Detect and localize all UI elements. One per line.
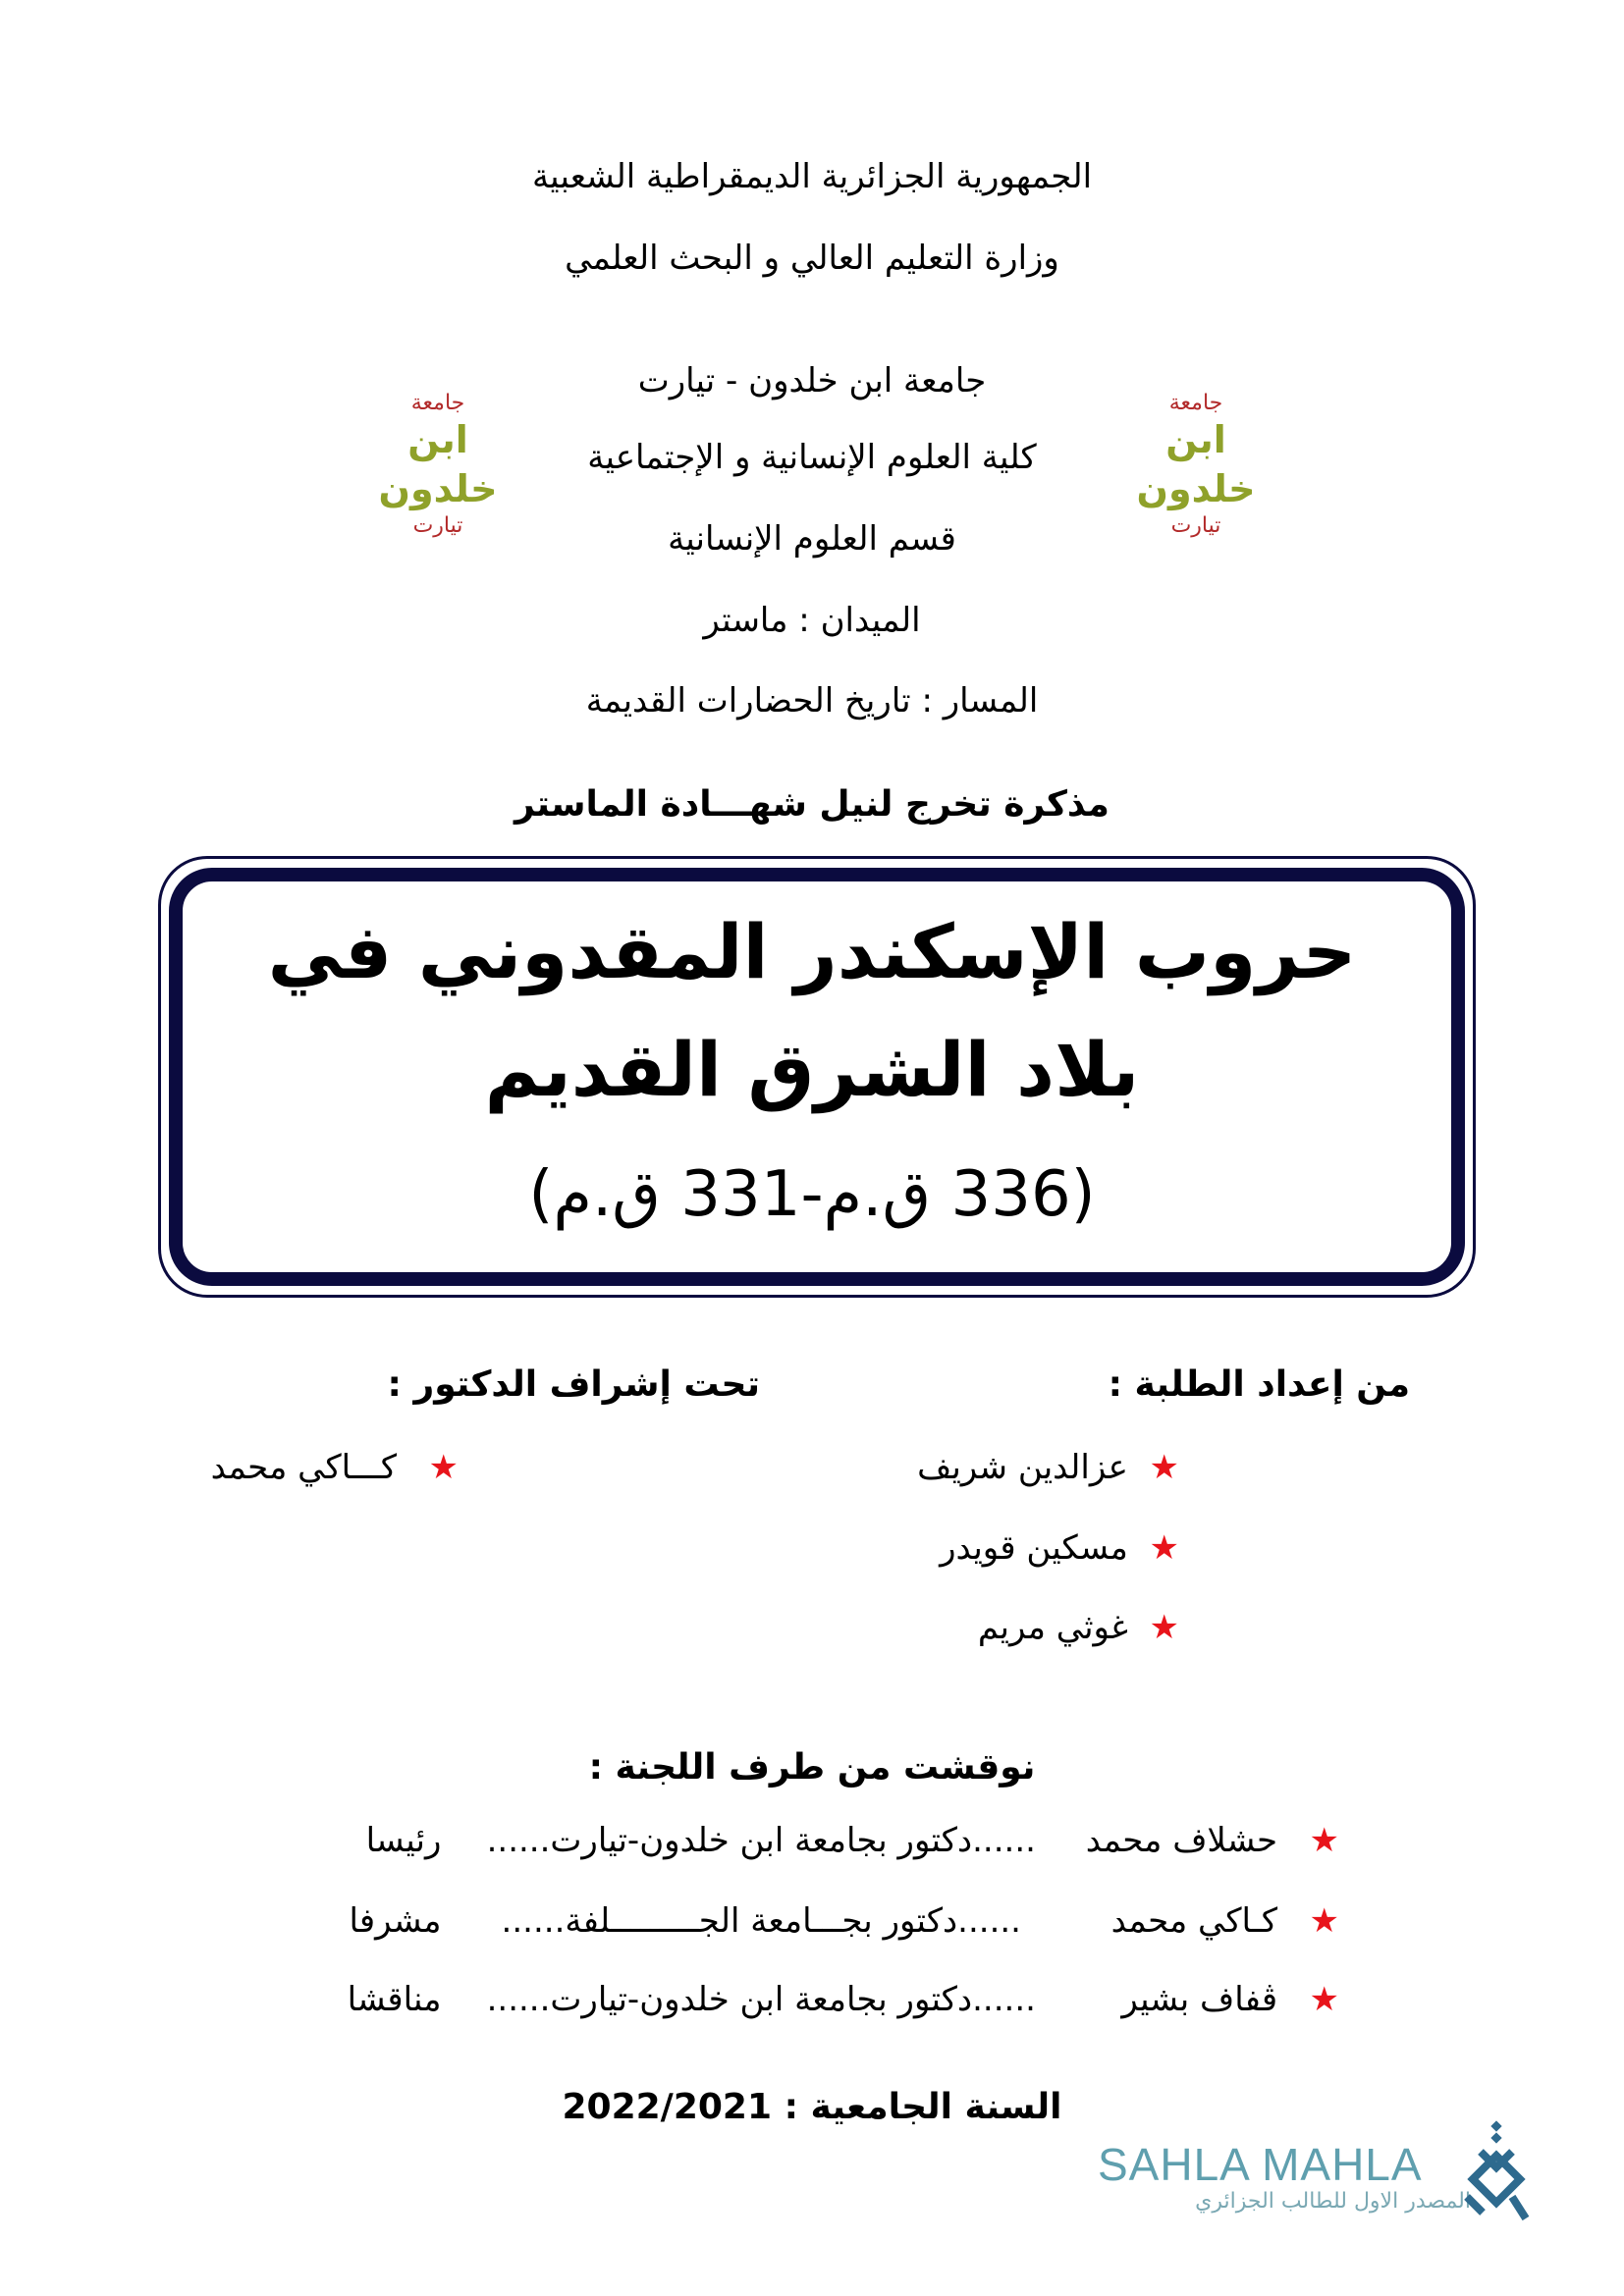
star-icon: ★ — [1149, 1608, 1179, 1647]
star-icon: ★ — [1309, 1821, 1339, 1860]
watermark-tagline: المصدر الاول للطالب الجزائري — [1195, 2189, 1471, 2214]
logo-top-text: جامعة — [410, 391, 465, 415]
university-logo-right — [1117, 391, 1274, 538]
member-affiliation: ......دكتور بجامعة ابن خلدون-تيارت...... — [486, 1821, 1036, 1860]
track-label: المسار : تاريخ الحضارات القديمة — [585, 681, 1039, 721]
sahla-mahla-watermark — [1098, 2140, 1471, 2214]
supervisor-name: كـــاكي محمد — [210, 1448, 398, 1487]
republic-name: الجمهورية الجزائرية الديمقراطية الشعبية — [531, 157, 1093, 196]
member-name: حشلاف محمد — [1085, 1821, 1278, 1860]
university-logo-left — [359, 391, 516, 538]
logo-bottom-text: تيارت — [1170, 513, 1221, 538]
star-icon: ★ — [1309, 1901, 1339, 1941]
students-heading: من إعداد الطلبة : — [1108, 1364, 1410, 1405]
department-name: قسم العلوم الإنسانية — [668, 519, 956, 559]
committee-member — [348, 1980, 1339, 2019]
member-name: كـاكي محمد — [1110, 1901, 1278, 1941]
star-icon: ★ — [428, 1448, 459, 1487]
member-role: رئيسا — [365, 1821, 442, 1860]
watermark-brand: SAHLA MAHLA — [1098, 2139, 1423, 2190]
thesis-title-line1: حروب الإسكندر المقدوني في — [267, 908, 1357, 995]
thesis-title-dates: (336 ق.م-331 ق.م) — [528, 1158, 1096, 1231]
committee-heading: نوقشت من طرف اللجنة : — [588, 1747, 1036, 1788]
calligraphy-emblem-icon — [1463, 2120, 1532, 2228]
memo-label: مذكرة تخرج لنيل شهـــادة الماستر — [514, 784, 1110, 825]
member-name: ڤفاف بشير — [1121, 1980, 1278, 2019]
ministry-name: وزارة التعليم العالي و البحث العلمي — [565, 239, 1059, 278]
student-item — [940, 1528, 1179, 1568]
logo-bottom-text: تيارت — [412, 513, 463, 538]
star-icon: ★ — [1149, 1448, 1179, 1487]
faculty-name: كلية العلوم الإنسانية و الإجتماعية — [587, 438, 1037, 477]
star-icon: ★ — [1149, 1528, 1179, 1568]
star-icon: ★ — [1309, 1980, 1339, 2019]
supervisor-heading: تحت إشراف الدكتور : — [387, 1364, 760, 1405]
thesis-title-line2: بلاد الشرق القديم — [484, 1026, 1140, 1113]
member-role: مشرفا — [349, 1901, 442, 1941]
academic-year: السنة الجامعية : 2022/2021 — [562, 2087, 1062, 2127]
member-affiliation: ......دكتور بجـــامعة الجـــــــــلفة...... — [501, 1901, 1021, 1941]
student-name: عزالدين شريف — [917, 1448, 1128, 1487]
member-role: مناقشا — [347, 1980, 442, 2019]
student-name: غوثي مريم — [977, 1608, 1128, 1647]
student-item — [978, 1608, 1179, 1647]
committee-member — [366, 1821, 1339, 1860]
supervisor-item — [211, 1448, 459, 1487]
committee-member — [350, 1901, 1339, 1941]
student-name: مسكين قويدر — [940, 1528, 1128, 1568]
field-label: الميدان : ماستر — [703, 601, 921, 640]
member-affiliation: ......دكتور بجامعة ابن خلدون-تيارت...... — [486, 1980, 1036, 2019]
logo-top-text: جامعة — [1168, 391, 1223, 415]
student-item — [917, 1448, 1179, 1487]
logo-middle-text: ابن خلدون — [378, 418, 498, 510]
university-name: جامعة ابن خلدون - تيارت — [637, 361, 987, 400]
logo-middle-text: ابن خلدون — [1136, 418, 1256, 510]
